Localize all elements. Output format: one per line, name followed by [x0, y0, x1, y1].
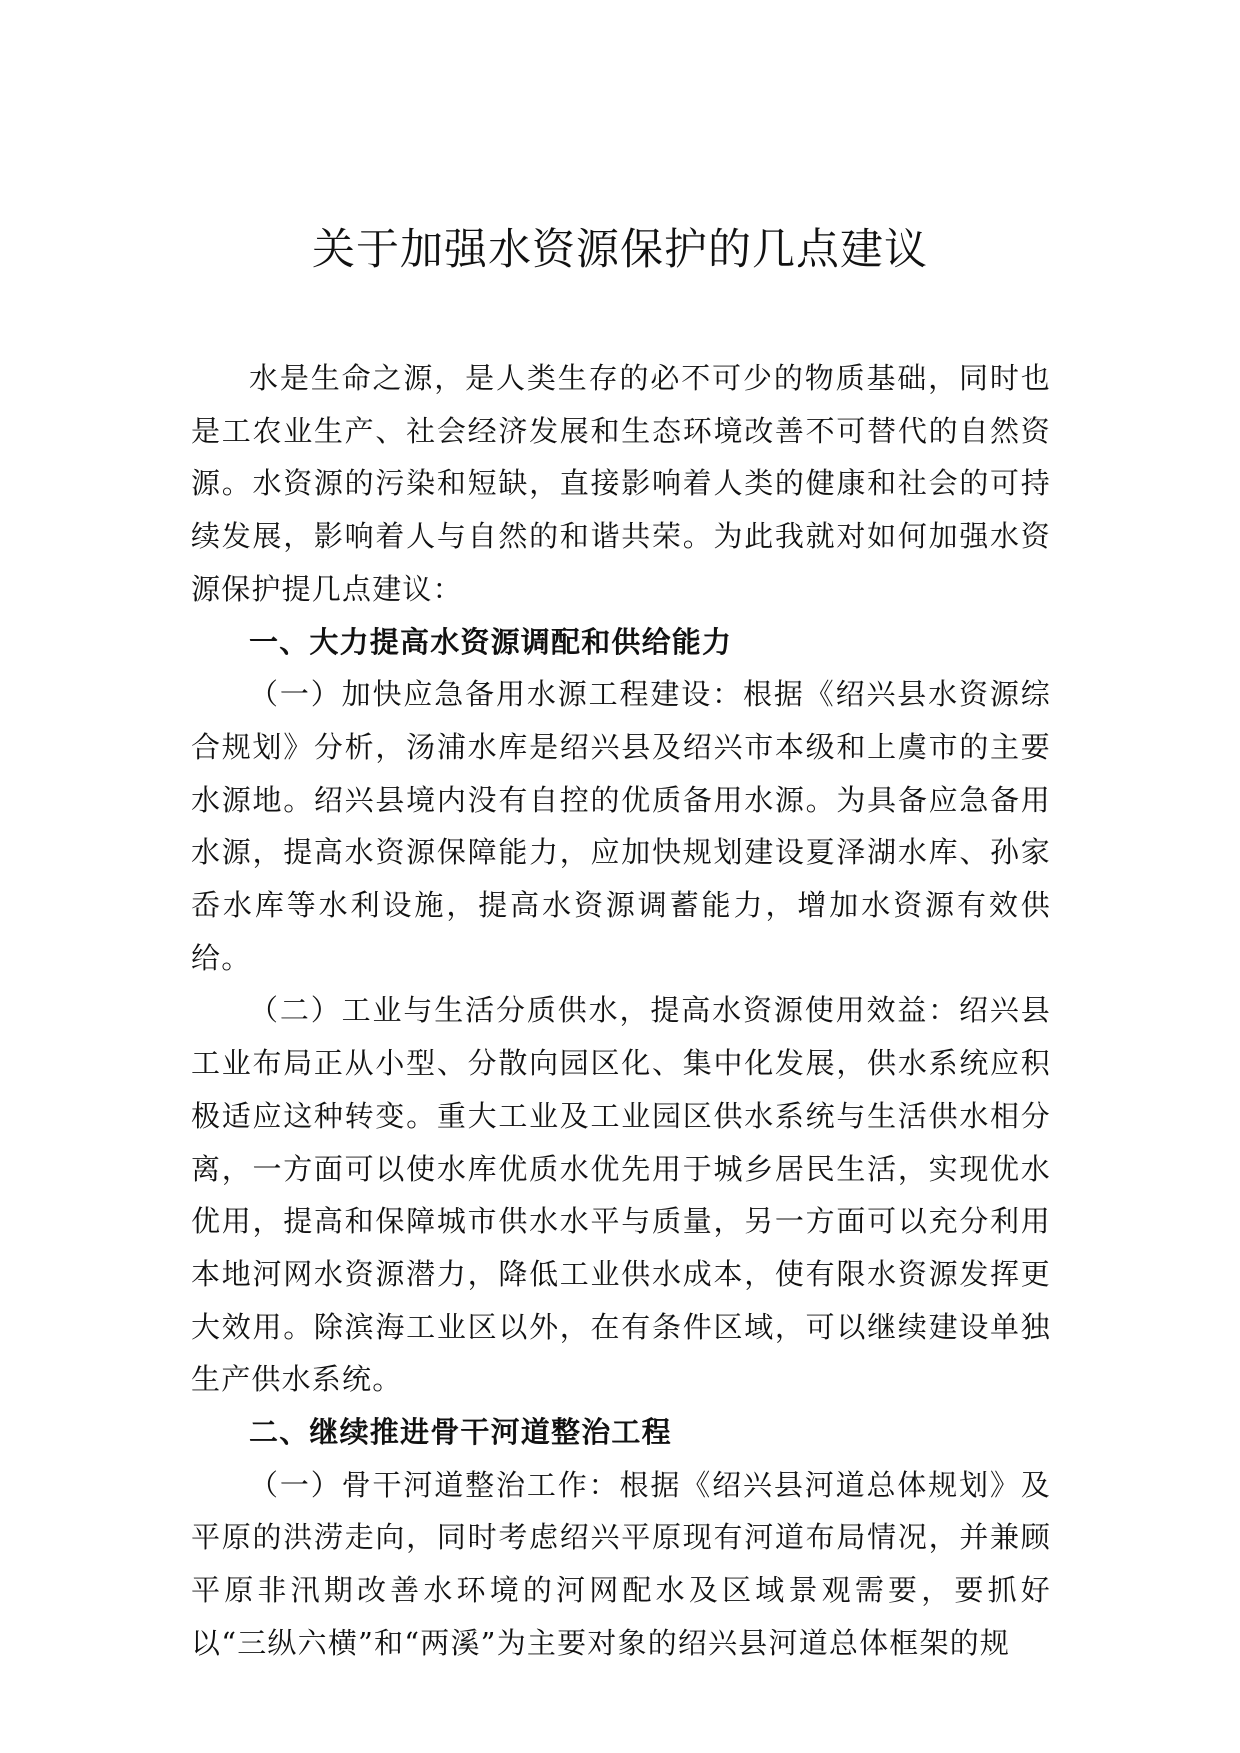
section-1-paragraph-2: （二）工业与生活分质供水，提高水资源使用效益：绍兴县工业布局正从小型、分散向园区化、集中化发展，供水系统应积极适应这种转变。重大工业及工业园区供水系统与生活供水相分离，一方面可以使水库优质水优先用于城乡居民生活，实现优水优用，提高和保障城市供水水平与质量，另一方面可以充分利用本地河网水资源潜力，降低工业供水成本，使有限水资源发挥更大效用。除滨海工业区以外，在有条件区域，可以继续建设单独生产供水系统。: [191, 993, 1051, 1397]
intro-paragraph: 水是生命之源，是人类生存的必不可少的物质基础，同时也是工农业生产、社会经济发展和生态环境改善不可替代的自然资源。水资源的污染和短缺，直接影响着人类的健康和社会的可持续发展，影响着人与自然的和谐共荣。为此我就对如何加强水资源保护提几点建议：: [191, 361, 1051, 606]
section-2-heading: 二、继续推进骨干河道整治工程: [249, 1415, 672, 1450]
section-2-paragraph-1: （一）骨干河道整治工作：根据《绍兴县河道总体规划》及平原的洪涝走向，同时考虑绍兴平原现有河道布局情况，并兼顾平原非汛期改善水环境的河网配水及区域景观需要，要抓好以“三纵六横”和“两溪”为主要对象的绍兴县河道总体框架的规: [191, 1467, 1051, 1660]
section-1-heading: 一、大力提高水资源调配和供给能力: [249, 624, 733, 659]
document-body: [191, 352, 1051, 1670]
document-title: 关于加强水资源保护的几点建议: [312, 225, 928, 275]
section-1-paragraph-1: （一）加快应急备用水源工程建设：根据《绍兴县水资源综合规划》分析，汤浦水库是绍兴县及绍兴市本级和上虞市的主要水源地。绍兴县境内没有自控的优质备用水源。为具备应急备用水源，提高水资源保障能力，应加快规划建设夏泽湖水库、孙家岙水库等水利设施，提高水资源调蓄能力，增加水资源有效供给。: [191, 677, 1051, 975]
